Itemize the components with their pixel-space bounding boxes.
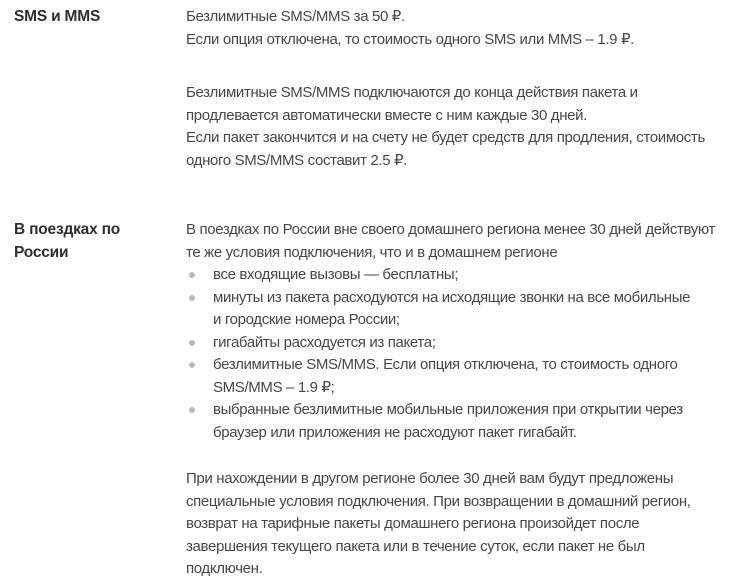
text-line: Если пакет закончится и на счету не будет средств для продления, стоимость: [186, 129, 705, 146]
text-line: минуты из пакета расходуются на исходящие звонки на все мобильные: [213, 288, 691, 306]
list-item: [186, 399, 723, 444]
bullet-icon: [189, 362, 195, 368]
sms-price-paragraph: [186, 6, 723, 51]
tariff-row-roaming: [14, 219, 723, 581]
list-item: [186, 264, 723, 287]
text-line: В поездках по России вне своего домашнего региона менее 30 дней действуют: [186, 221, 716, 238]
text-line: подключен.: [186, 560, 263, 577]
text-line: одного SMS/MMS составит 2.5 ₽.: [186, 151, 408, 169]
bullet-icon: [189, 407, 195, 413]
roaming-bullet-list: [186, 264, 723, 444]
text-line: Если опция отключена, то стоимость одного SMS или MMS – 1.9 ₽.: [186, 30, 635, 48]
text-line: Безлимитные SMS/MMS подключаются до конца действия пакета и: [186, 84, 638, 101]
bullet-icon: [189, 295, 195, 301]
text-line: завершения текущего пакета или в течение суток, если пакет не был: [186, 537, 645, 555]
sms-row-content: [186, 6, 723, 172]
text-line: гигабайты расходуется из пакета;: [213, 333, 436, 351]
list-item: [186, 354, 723, 399]
text-line: выбранные безлимитные мобильные приложения при открытии через: [213, 401, 683, 418]
row-label-roaming: В поездках по России: [14, 221, 121, 261]
text-line: SMS/MMS – 1.9 ₽;: [213, 378, 335, 396]
text-line: специальные условия подключения. При возвращении в домашний регион,: [186, 492, 691, 510]
roaming-row-content: [186, 219, 723, 581]
sms-renewal-paragraph: [186, 82, 723, 172]
text-line: те же условия подключения, что и в домашнем регионе: [186, 243, 558, 261]
bullet-icon: [189, 340, 195, 346]
text-line: браузер или приложения не расходуют пакет гигабайт.: [213, 423, 577, 441]
text-line: Безлимитные SMS/MMS за 50 ₽.: [186, 8, 405, 25]
list-item: [186, 332, 723, 355]
tariff-row-sms: [14, 6, 723, 172]
text-line: При нахождении в другом регионе более 30 дней вам будут предложены: [186, 470, 674, 487]
row-label-sms: SMS и MMS: [14, 8, 101, 25]
roaming-closing-paragraph: [186, 468, 723, 581]
roaming-intro-paragraph: [186, 219, 723, 264]
text-line: безлимитные SMS/MMS. Если опция отключена, то стоимость одного: [213, 356, 678, 373]
bullet-icon: [189, 272, 195, 278]
text-line: продлевается автоматически вместе с ним каждые 30 дней.: [186, 106, 587, 124]
text-line: все входящие вызовы — бесплатны;: [213, 266, 459, 283]
text-line: возврат на тарифные пакеты домашнего региона произойдет после: [186, 515, 640, 532]
text-line: и городские номера России;: [213, 311, 400, 328]
list-item: [186, 287, 723, 332]
